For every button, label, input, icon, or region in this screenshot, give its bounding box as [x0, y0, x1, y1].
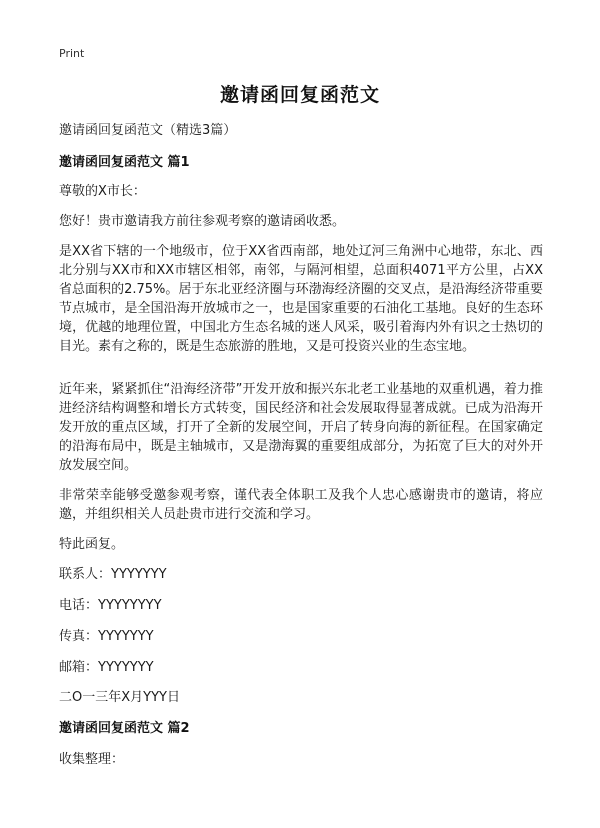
document-subtitle: 邀请函回复函范文（精选3篇） [59, 123, 237, 138]
body-paragraph-2: 近年来，紧紧抓住“沿海经济带”开发开放和振兴东北老工业基地的双重机遇，着力推进经济结构调整和增长方式转变，国民经济和社会发展取得显著成就。已成为沿海开发开放的重点区域，打开了全新的发展空间，开启了转身向海的新征程。在国家确定的沿海布局中，既是主轴城市，又是渤海翼的重要组成部分，为拓宽了巨大的对外开放发展空间。 [59, 382, 543, 473]
contact-email: 邮箱：YYYYYYY [59, 660, 154, 675]
section-heading-2: 邀请函回复函范文 篇2 [59, 721, 190, 736]
greeting: 您好！贵市邀请我方前往参观考察的邀请函收悉。 [59, 214, 346, 229]
closing: 特此函复。 [59, 537, 125, 552]
section-heading-1: 邀请函回复函范文 篇1 [59, 155, 190, 170]
body-paragraph-3: 非常荣幸能够受邀参观考察，谨代表全体职工及我个人忠心感谢贵市的邀请，将应邀，并组织相关人员赴贵市进行交流和学习。 [59, 488, 543, 522]
salutation: 尊敬的X市长： [59, 184, 146, 199]
contact-phone: 电话：YYYYYYYY [59, 598, 162, 613]
document-title: 邀请函回复函范文 [219, 84, 380, 106]
letter-date: 二O一三年X月YYY日 [59, 690, 180, 705]
section-2-first-line: 收集整理： [59, 752, 125, 767]
contact-person: 联系人：YYYYYYY [59, 567, 167, 582]
print-label[interactable]: Print [59, 47, 85, 60]
body-paragraph-1: 是XX省下辖的一个地级市，位于XX省西南部，地处辽河三角洲中心地带，东北、西北分别与XX市和XX市辖区相邻，南邻，与隔河相望，总面积4071平方公里，占XX省总面积的2.75%。居于东北亚经济圈与环渤海经济圈的交叉点，是沿海经济带重要节点城市，是全国沿海开放城市之一，也是国家重要的石油化工基地。良好的生态环境，优越的地理位置，中国北方生态名城的迷人风采，吸引着海内外有识之士热切的目光。素有之称的，既是生态旅游的胜地，又是可投资兴业的生态宝地。 [59, 244, 543, 354]
contact-fax: 传真：YYYYYYY [59, 629, 154, 644]
